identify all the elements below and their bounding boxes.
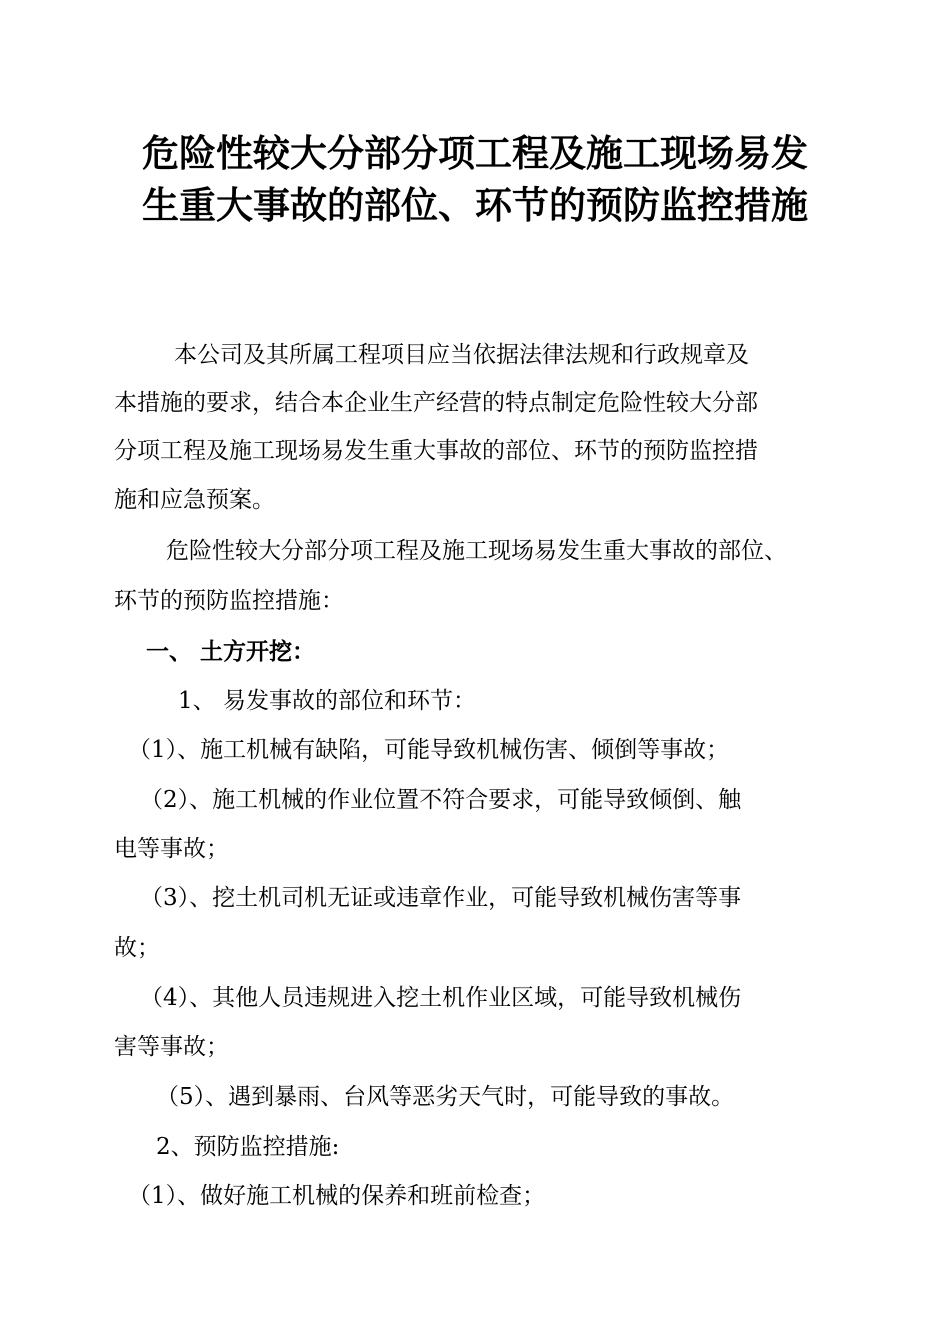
list-item-continuation: 电等事故； bbox=[114, 836, 229, 862]
list-item: （2）、施工机械的作业位置不符合要求，可能导致倾倒、触 bbox=[140, 787, 742, 813]
list-item-continuation: 故； bbox=[114, 935, 160, 961]
intro-line-4: 施和应急预案。 bbox=[114, 487, 275, 513]
list-item: （1）、施工机械有缺陷，可能导致机械伤害、倾倒等事故； bbox=[128, 737, 730, 763]
intro-line-1: 本公司及其所属工程项目应当依据法律法规和行政规章及 bbox=[174, 342, 749, 368]
section-1-heading: 一、 土方开挖： bbox=[146, 639, 316, 665]
intro-line-2: 本措施的要求，结合本企业生产经营的特点制定危险性较大分部 bbox=[114, 390, 758, 416]
list-item: （4）、其他人员违规进入挖土机作业区域，可能导致机械伤 bbox=[140, 985, 742, 1011]
list-item: （3）、挖土机司机无证或违章作业，可能导致机械伤害等事 bbox=[140, 885, 742, 911]
intro-line-3: 分项工程及施工现场易发生重大事故的部位、环节的预防监控措 bbox=[114, 438, 758, 464]
subsection-1-heading: 1、 易发事故的部位和环节： bbox=[178, 688, 476, 714]
lead-line-2: 环节的预防监控措施： bbox=[114, 588, 344, 614]
lead-line-1: 危险性较大分部分项工程及施工现场易发生重大事故的部位、 bbox=[166, 538, 787, 564]
document-title-line-1: 危险性较大分部分项工程及施工现场易发 bbox=[142, 132, 808, 175]
list-item: （1）、做好施工机械的保养和班前检查； bbox=[128, 1183, 546, 1209]
subsection-2-heading: 2、预防监控措施: bbox=[156, 1134, 340, 1160]
document-title-line-2: 生重大事故的部位、环节的预防监控措施 bbox=[142, 184, 808, 227]
list-item: （5）、遇到暴雨、台风等恶劣天气时，可能导致的事故。 bbox=[156, 1084, 735, 1110]
list-item-continuation: 害等事故； bbox=[114, 1034, 229, 1060]
